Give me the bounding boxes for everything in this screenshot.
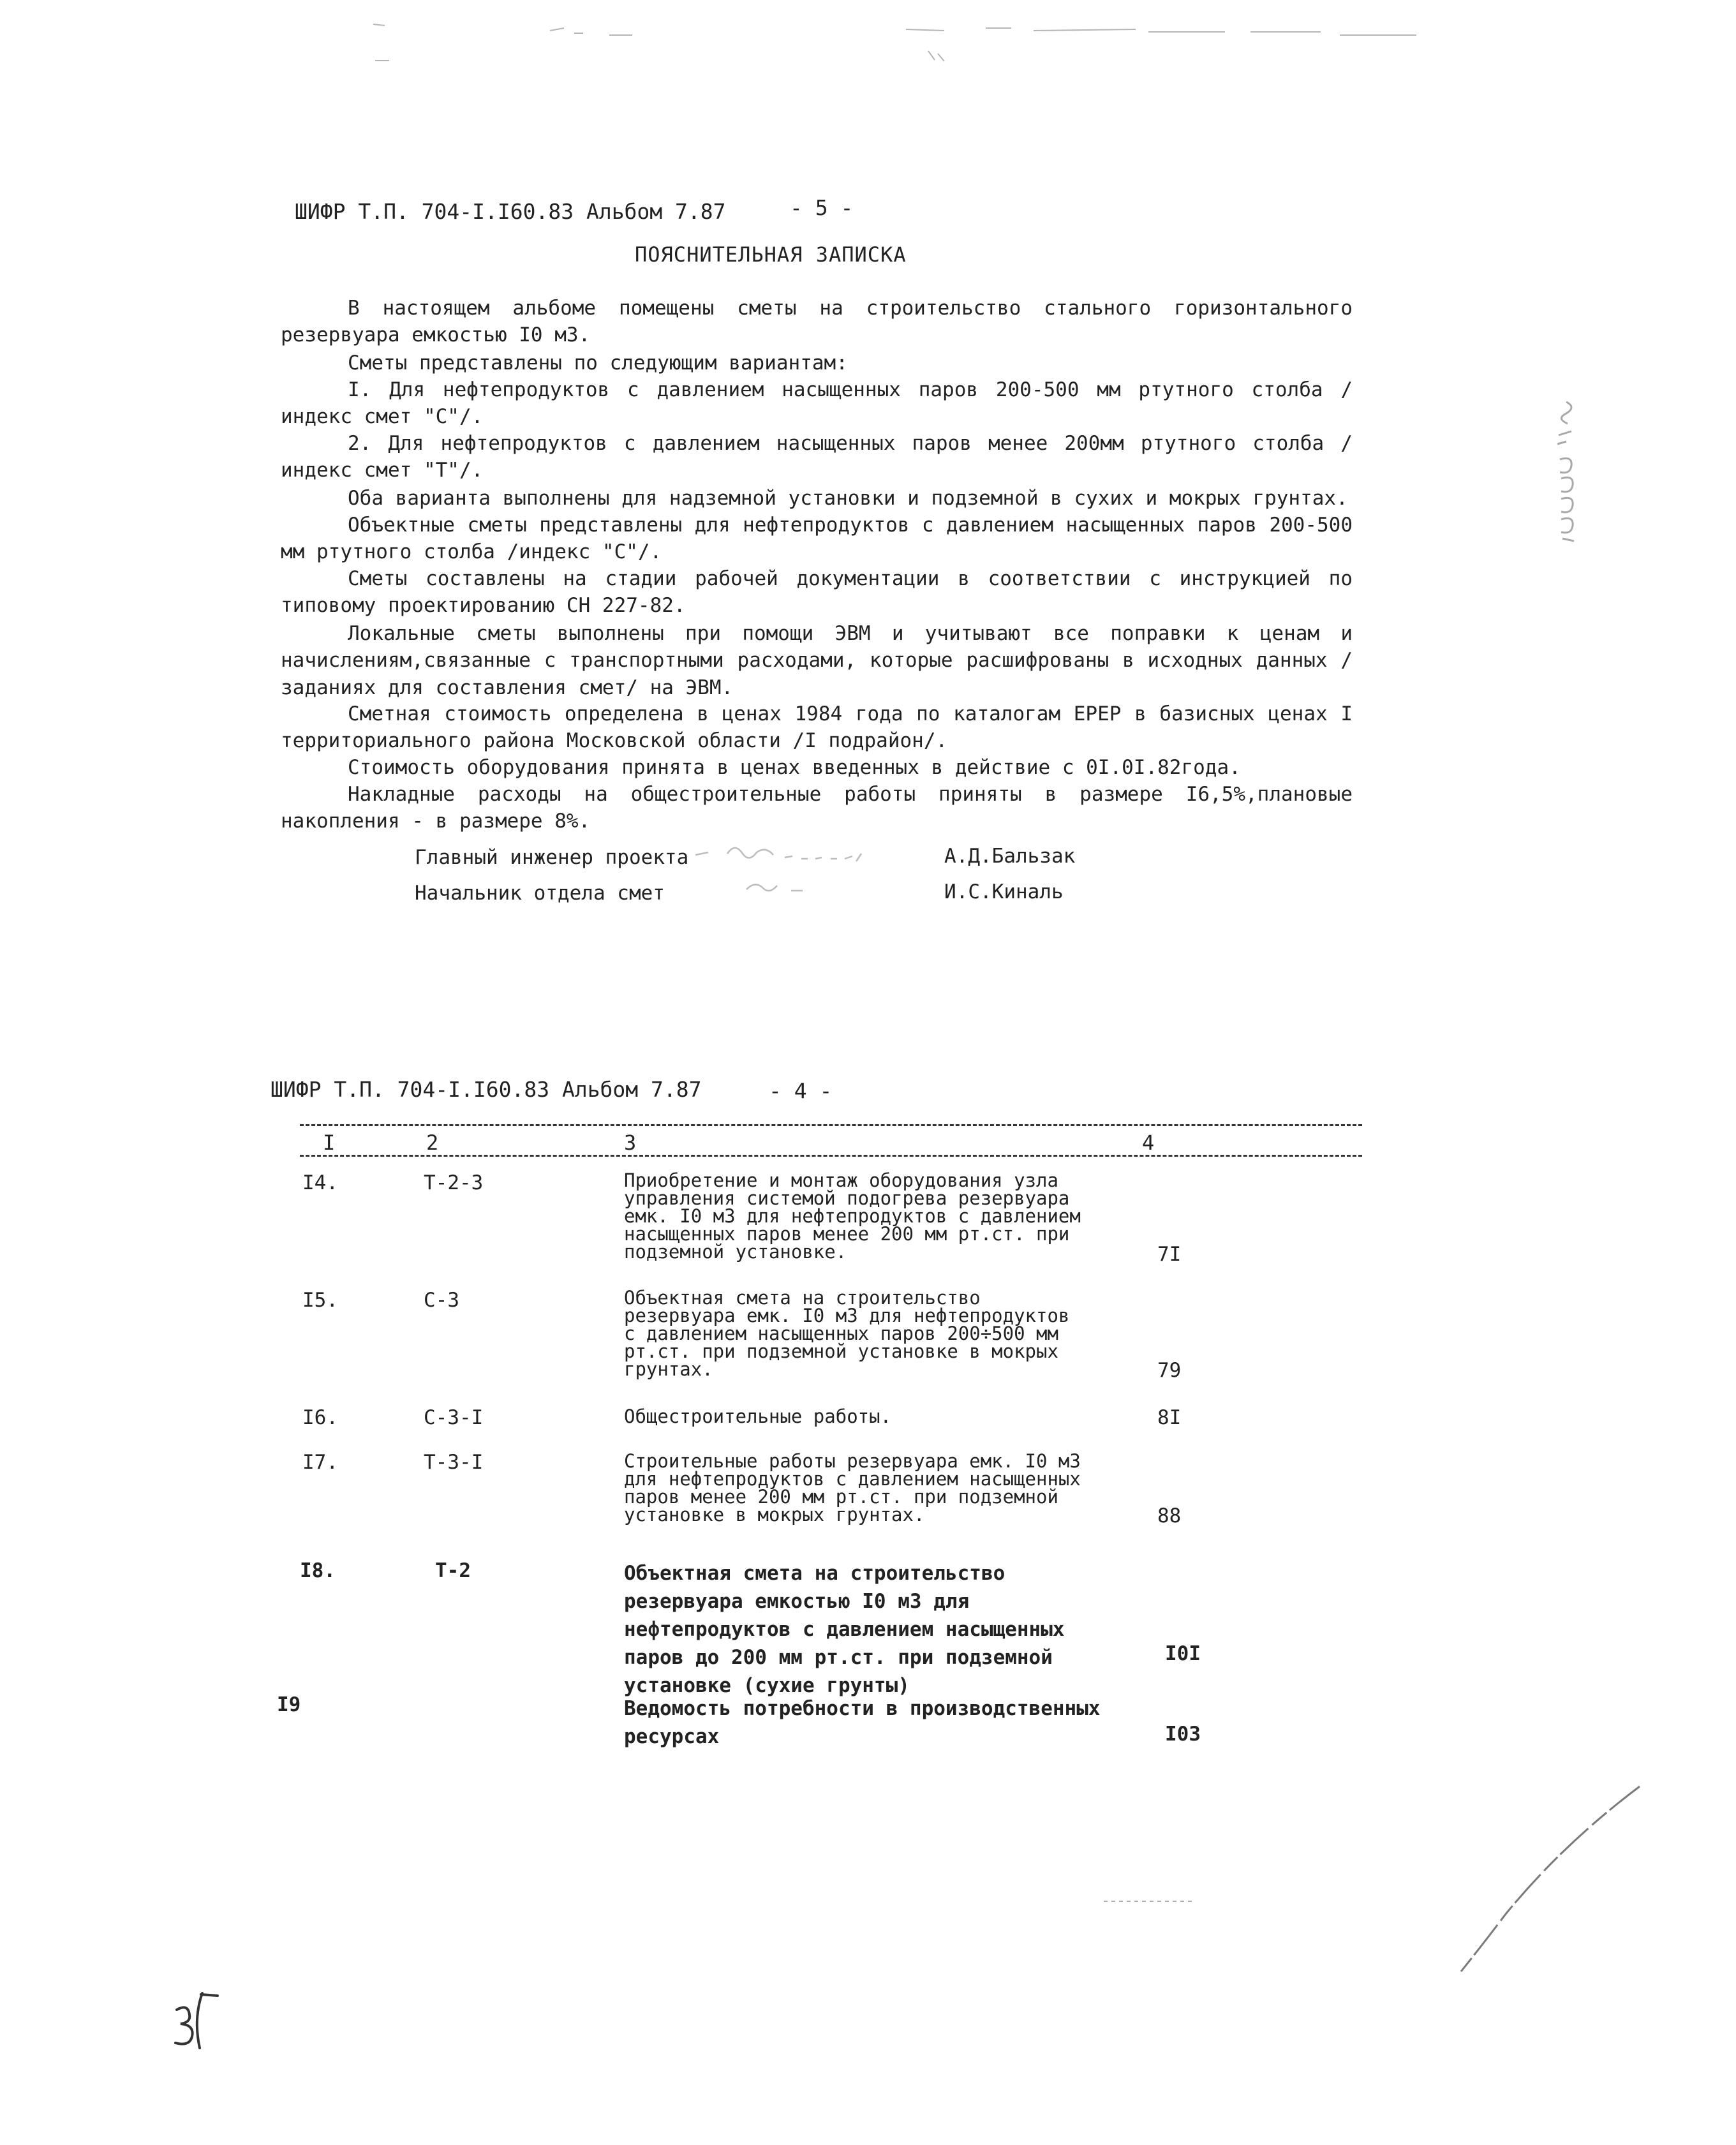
note-paragraph: Объектные сметы представлены для нефтепродуктов с давлением насыщенных паров 200-500 мм ртутного столба /индекс "С"/. [281,514,1353,564]
row-number: I7. [302,1451,338,1474]
signature-name-chief-engineer: А.Д.Бальзак [944,845,1076,868]
row-description: Общестроительные работы. [624,1406,892,1427]
column-head-description: 3 [624,1131,637,1155]
row-code: С-3 [424,1289,459,1312]
margin-handwriting [1547,396,1592,555]
handwritten-sheet-number [163,1984,233,2054]
row-number: I9 [277,1693,301,1716]
row-number: I4. [302,1171,338,1194]
note-paragraph: Сметы составлены на стадии рабочей документации в соответствии с инструкцией по типовому проектированию СН 227-82. [281,567,1353,618]
row-number: I8. [300,1559,336,1582]
note-paragraph: Сметы представлены по следующим вариантам: [348,352,848,375]
row-description: Строительные работы резервуара емк. I0 м3 для нефтепродуктов с давлением насыщенных паров менее 200 мм рт.ст. при подземной установке в мокрых грунтах. [624,1450,1081,1525]
note-paragraph: Сметная стоимость определена в ценах 1984 года по каталогам ЕРЕР в базисных ценах I территориального района Московской области /I подрайон/. [281,702,1353,753]
scan-noise-bottom [1097,1895,1199,1908]
column-head-page: 4 [1142,1131,1155,1155]
note-paragraph: Оба варианта выполнены для надземной установки и подземной в сухих и мокрых грунтах. [348,487,1348,510]
note-paragraph: Накладные расходы на общестроительные работы приняты в размере I6,5%,плановые накопления - в размере 8%. [281,783,1353,833]
page2-header-code: ШИФР Т.П. 704-I.I60.83 Альбом 7.87 [271,1077,702,1102]
row-code: Т-2-3 [424,1171,484,1194]
row-code: Т-2 [435,1559,471,1582]
handwritten-signatures [689,836,919,906]
page2-page-number: - 4 - [769,1078,833,1103]
row-code: Т-3-I [424,1451,484,1474]
signature-role-chief-engineer: Главный инженер проекта [415,846,689,869]
note-paragraph: Стоимость оборудования принята в ценах введенных в действие с 0I.0I.82года. [348,756,1241,779]
row-description: Объектная смета на строительство резервуара емк. I0 м3 для нефтепродуктов с давлением насыщенных паров 200÷500 мм рт.ст. при подземной установке в мокрых грунтах. [624,1287,1070,1380]
row-page: 7I [1157,1243,1182,1266]
note-paragraph: 2. Для нефтепродуктов с давлением насыщенных паров менее 200мм ртутного столба /индекс смет "Т"/. [281,432,1353,482]
page1-header-code: ШИФР Т.П. 704-I.I60.83 Альбом 7.87 [295,199,726,224]
note-title: ПОЯСНИТЕЛЬНАЯ ЗАПИСКА [635,242,907,267]
table-rule-top [300,1124,1362,1126]
page1-page-number: - 5 - [790,195,854,220]
column-head-number: I [323,1131,336,1155]
row-code: С-3-I [424,1406,484,1429]
row-description: Объектная смета на строительство резервуара емкостью I0 м3 для нефтепродуктов с давлением насыщенных паров до 200 мм рт.ст. при подземной установке (сухие грунты) [624,1562,1065,1697]
column-head-code: 2 [426,1131,439,1155]
note-paragraph: Локальные сметы выполнены при помощи ЭВМ и учитывают все поправки к ценам и начислениям,связанные с транспортными расходами, которые расшифрованы в исходных данных /заданиях для составления смет/ на ЭВМ. [281,622,1353,699]
pen-stroke [1448,1774,1652,1978]
row-page: 8I [1157,1406,1182,1429]
row-number: I6. [302,1406,338,1429]
row-page: I0I [1165,1642,1201,1665]
note-paragraph: В настоящем альбоме помещены сметы на строительство стального горизонтального резервуара емкостью I0 м3. [281,297,1353,347]
row-description: Ведомость потребности в производственных ресурсах [624,1697,1101,1748]
row-page: 79 [1157,1359,1182,1382]
row-description: Приобретение и монтаж оборудования узла управления системой подогрева резервуара емк. I0 м3 для нефтепродуктов с давлением насыщенных паров менее 200 мм рт.ст. при подземной установке. [624,1169,1081,1263]
table-rule-header [300,1155,1362,1157]
signature-role-estimates-head: Начальник отдела смет [415,882,665,905]
row-number: I5. [302,1289,338,1312]
note-paragraph: I. Для нефтепродуктов с давлением насыщенных паров 200-500 мм ртутного столба /индекс смет "С"/. [281,378,1353,429]
scan-noise-top [0,0,1736,89]
signature-name-estimates-head: И.С.Киналь [944,880,1064,903]
row-page: I03 [1165,1723,1201,1746]
row-page: 88 [1157,1504,1182,1527]
